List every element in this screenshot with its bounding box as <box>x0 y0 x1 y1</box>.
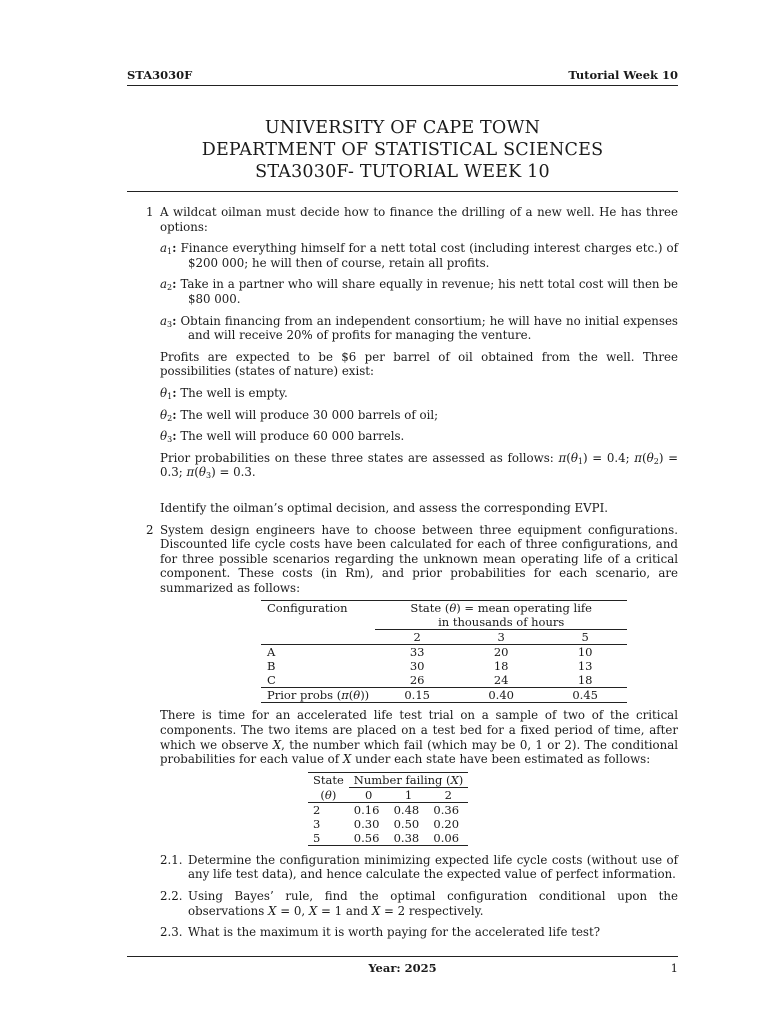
state-theta1: $\theta_1$: The well is empty. <box>160 385 288 401</box>
question-number: 2 <box>146 522 154 537</box>
header-course-code: STA3030F <box>127 68 193 82</box>
question-1-intro: A wildcat oilman must decide how to finance the drilling of a new well. He has three options: <box>160 205 678 234</box>
subquestion-2-3: 2.3. What is the maximum it is worth paying for the accelerated life test? <box>160 925 601 940</box>
table-row: 5 0.56 0.38 0.06 <box>308 831 468 846</box>
option-a2: $a_2$: Take in a partner who will share equally in revenue; his nett total cost will then be $80 000. <box>160 277 678 306</box>
state-theta3: $\theta_3$: The well will produce 60 000 barrels. <box>160 429 405 445</box>
question-1 <box>127 205 678 516</box>
number-failing-header: Number failing (X) <box>349 772 468 787</box>
page-number: 1 <box>670 961 678 975</box>
title-divider <box>127 191 678 192</box>
question-2-intro: System design engineers have to choose between three equipment configurations. Discounted life cycle costs have been calculated for each of three configurations, and for three possible scenarios regarding the unknown mean operating life of a critical component. These costs (in Rm), and prior probabilities for each scenario, are summarized as follows: <box>160 522 678 595</box>
subquestion-2-1: 2.1. Determine the configuration minimizing expected life cycle costs (without use of any life test data), and hence calculate the expected value of perfect information. <box>160 852 678 882</box>
document-body <box>127 205 678 940</box>
profits-paragraph: Profits are expected to be $6 per barrel of oil obtained from the well. Three possibilities (states of nature) exist: <box>160 349 678 379</box>
footer-year: Year: 2025 <box>368 961 437 975</box>
col-configuration: Configuration <box>267 601 348 616</box>
col-state: State <box>313 773 344 788</box>
title-department: DEPARTMENT OF STATISTICAL SCIENCES <box>201 140 604 160</box>
table-row: C 26 24 18 <box>261 673 627 688</box>
option-a1: $a_1$: Finance everything himself for a nett total cost (including interest charges etc.) of $200 000; he will then of course, retain all profits. <box>160 241 678 270</box>
table-row: A 33 20 10 <box>267 645 593 660</box>
cost-table <box>261 600 627 703</box>
state-header-line2: in thousands of hours <box>375 615 627 630</box>
prior-probabilities: Prior probabilities on these three states are assessed as follows: $\pi(\theta_1) = 0.4$; $\pi(\theta_2) = 0.3$; $\pi(\theta_3) = 0.3$. <box>160 450 679 481</box>
table-row: 3 0.30 0.50 0.20 <box>313 816 460 831</box>
question-number: 1 <box>146 205 154 219</box>
identify-paragraph: Identify the oilman’s optimal decision, and assess the corresponding EVPI. <box>160 500 608 515</box>
running-header <box>127 68 678 86</box>
question-2 <box>127 523 678 940</box>
page-footer <box>127 961 678 977</box>
title-university: UNIVERSITY OF CAPE TOWN <box>264 118 541 138</box>
state-theta2: $\theta_2$: The well will produce 30 000 barrels of oil; <box>160 407 439 423</box>
document-title <box>127 117 678 183</box>
footer-divider <box>127 956 678 957</box>
trial-paragraph: There is time for an accelerated life test trial on a sample of two of the critical components. The two items are placed on a test bed for a fixed period of time, after which we observe X, the number which fail (which may be 0, 1 or 2). The conditional probabilities for each value of X under each state have been estimated as follows: <box>160 708 678 767</box>
title-tutorial: STA3030F- TUTORIAL WEEK 10 <box>255 162 550 182</box>
table-row: B 30 18 13 <box>267 659 593 674</box>
subquestion-2-2: 2.2. Using Bayes’ rule, find the optimal configuration conditional upon the observations X = 0, X = 1 and X = 2 respectively. <box>160 889 678 918</box>
header-tutorial-week: Tutorial Week 10 <box>568 68 678 82</box>
state-header: State (θ) = mean operating life <box>410 601 592 616</box>
option-a3: $a_3$: Obtain financing from an independent consortium; he will have no initial expenses and will receive 20% of profits for managing the venture. <box>160 313 678 343</box>
table-header-row: 2 3 5 <box>261 630 627 645</box>
conditional-prob-table: State Number failing (X) (θ) 0 1 2 2 0.16 0.48 0.36 3 0.30 0.50 0.20 5 0.56 0.38 0.06 <box>308 772 468 846</box>
prior-probs-row: Prior probs (π(θ)) 0.15 0.40 0.45 <box>261 688 627 703</box>
table-row: 2 0.16 0.48 0.36 <box>313 802 460 817</box>
